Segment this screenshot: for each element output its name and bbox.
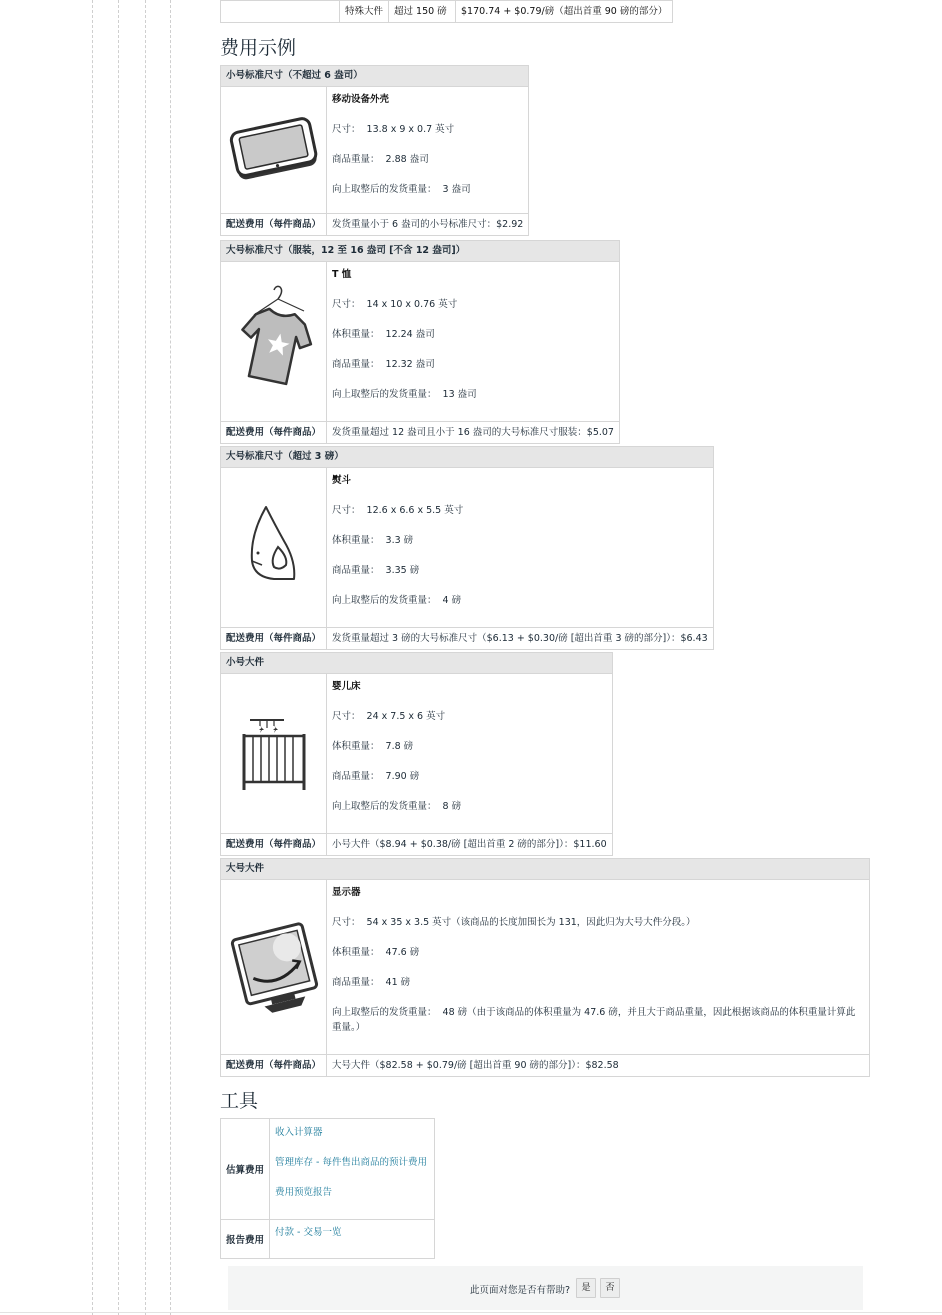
fee-example-large-standard-apparel [220, 240, 620, 444]
table-row [221, 1, 673, 23]
guide-line-4 [170, 0, 171, 1315]
tablet-icon [224, 173, 324, 184]
example-header: 大号标准尺寸（服装，12 至 16 盎司 [不含 12 盎司]） [221, 241, 620, 262]
spec-shipping-weight: 向上取整后的发货重量： 48 磅（由于该商品的体积重量为 47.6 磅，并且大于商品重量，因此根据该商品的体积重量计算此重量。） [332, 1007, 856, 1033]
manage-inventory-link[interactable]: 管理库存 - 每件售出商品的预计费用 [275, 1157, 427, 1168]
spec-dimensional-weight: 体积重量： 3.3 磅 [332, 535, 414, 546]
example-header: 大号大件 [221, 859, 870, 880]
spec-dimensions: 尺寸： 14 x 10 x 0.76 英寸 [332, 299, 458, 310]
product-name: 显示器 [332, 887, 361, 898]
product-name: 熨斗 [332, 475, 352, 486]
example-header: 小号标准尺寸（不超过 6 盎司） [221, 66, 529, 87]
monitor-icon [229, 1013, 319, 1024]
table-cell: 特殊大件 [340, 1, 389, 23]
fee-label: 配送费用（每件商品） [221, 422, 327, 444]
iron-icon [244, 583, 304, 594]
example-header: 大号标准尺寸（超过 3 磅） [221, 447, 714, 468]
fee-examples-heading: 费用示例 [220, 37, 297, 59]
table-row [221, 1119, 435, 1220]
fee-value: 发货重量小于 6 盎司的小号标准尺寸：$2.92 [327, 214, 529, 236]
spec-dimensions: 尺寸： 24 x 7.5 x 6 英寸 [332, 711, 446, 722]
table-cell: 超过 150 磅 [389, 1, 456, 23]
tools-row-label: 估算费用 [221, 1119, 270, 1220]
tshirt-icon [234, 387, 314, 398]
revenue-calculator-link[interactable]: 收入计算器 [275, 1127, 323, 1138]
guide-line-2 [118, 0, 119, 1315]
spec-dimensional-weight: 体积重量： 47.6 磅 [332, 947, 420, 958]
fee-value: 小号大件（$8.94 + $0.38/磅 [超出首重 2 磅的部分]）：$11.60 [327, 834, 613, 856]
spec-item-weight: 商品重量： 2.88 盎司 [332, 154, 429, 165]
example-header: 小号大件 [221, 653, 613, 674]
fee-value: 发货重量超过 3 磅的大号标准尺寸（$6.13 + $0.30/磅 [超出首重 3 磅的部分]）：$6.43 [327, 628, 714, 650]
fee-label: 配送费用（每件商品） [221, 628, 327, 650]
feedback-no-button[interactable]: 否 [600, 1278, 620, 1298]
spec-dimensional-weight: 体积重量： 12.24 盎司 [332, 329, 435, 340]
tools-heading: 工具 [220, 1090, 259, 1112]
spec-dimensional-weight: 体积重量： 7.8 磅 [332, 741, 414, 752]
table-row [221, 1220, 435, 1259]
feedback-bar [228, 1266, 863, 1310]
fee-example-small-standard [220, 65, 529, 236]
payments-transaction-view-link[interactable]: 付款 - 交易一览 [275, 1227, 342, 1238]
spec-shipping-weight: 向上取整后的发货重量： 13 盎司 [332, 389, 477, 400]
fee-example-large-standard-over-3lb [220, 446, 714, 650]
product-name: 移动设备外壳 [332, 94, 390, 105]
spec-dimensions: 尺寸： 13.8 x 9 x 0.7 英寸 [332, 124, 455, 135]
spec-shipping-weight: 向上取整后的发货重量： 4 磅 [332, 595, 462, 606]
fee-preview-report-link[interactable]: 费用预览报告 [275, 1187, 333, 1198]
table-cell: $170.74 + $0.79/磅（超出首重 90 磅的部分） [456, 1, 673, 23]
guide-line-3 [145, 0, 146, 1315]
fee-value: 大号大件（$82.58 + $0.79/磅 [超出首重 90 磅的部分]）：$82.58 [327, 1055, 870, 1077]
fee-value: 发货重量超过 12 盎司且小于 16 盎司的大号标准尺寸服装：$5.07 [327, 422, 620, 444]
tools-row-label: 报告费用 [221, 1220, 270, 1259]
fee-label: 配送费用（每件商品） [221, 214, 327, 236]
fee-example-large-oversize [220, 858, 870, 1077]
spec-dimensions: 尺寸： 54 x 35 x 3.5 英寸（该商品的长度加围长为 131，因此归为大号大件分段。） [332, 917, 696, 928]
spec-shipping-weight: 向上取整后的发货重量： 8 磅 [332, 801, 462, 812]
page-bottom-border [0, 1312, 942, 1313]
spec-item-weight: 商品重量： 41 磅 [332, 977, 411, 988]
feedback-yes-button[interactable]: 是 [576, 1278, 596, 1298]
tools-table [220, 1118, 435, 1259]
feedback-question: 此页面对您是否有帮助? [470, 1285, 571, 1296]
crib-icon [234, 784, 314, 795]
fee-label: 配送费用（每件商品） [221, 834, 327, 856]
product-name: T 恤 [332, 269, 352, 280]
fee-label: 配送费用（每件商品） [221, 1055, 327, 1077]
size-tier-table-tail [220, 0, 673, 23]
spec-dimensions: 尺寸： 12.6 x 6.6 x 5.5 英寸 [332, 505, 464, 516]
spec-item-weight: 商品重量： 7.90 磅 [332, 771, 420, 782]
product-name: 婴儿床 [332, 681, 361, 692]
spec-item-weight: 商品重量： 12.32 盎司 [332, 359, 435, 370]
spec-shipping-weight: 向上取整后的发货重量： 3 盎司 [332, 184, 471, 195]
guide-line-1 [92, 0, 93, 1315]
spec-item-weight: 商品重量： 3.35 磅 [332, 565, 420, 576]
fee-example-small-oversize [220, 652, 613, 856]
